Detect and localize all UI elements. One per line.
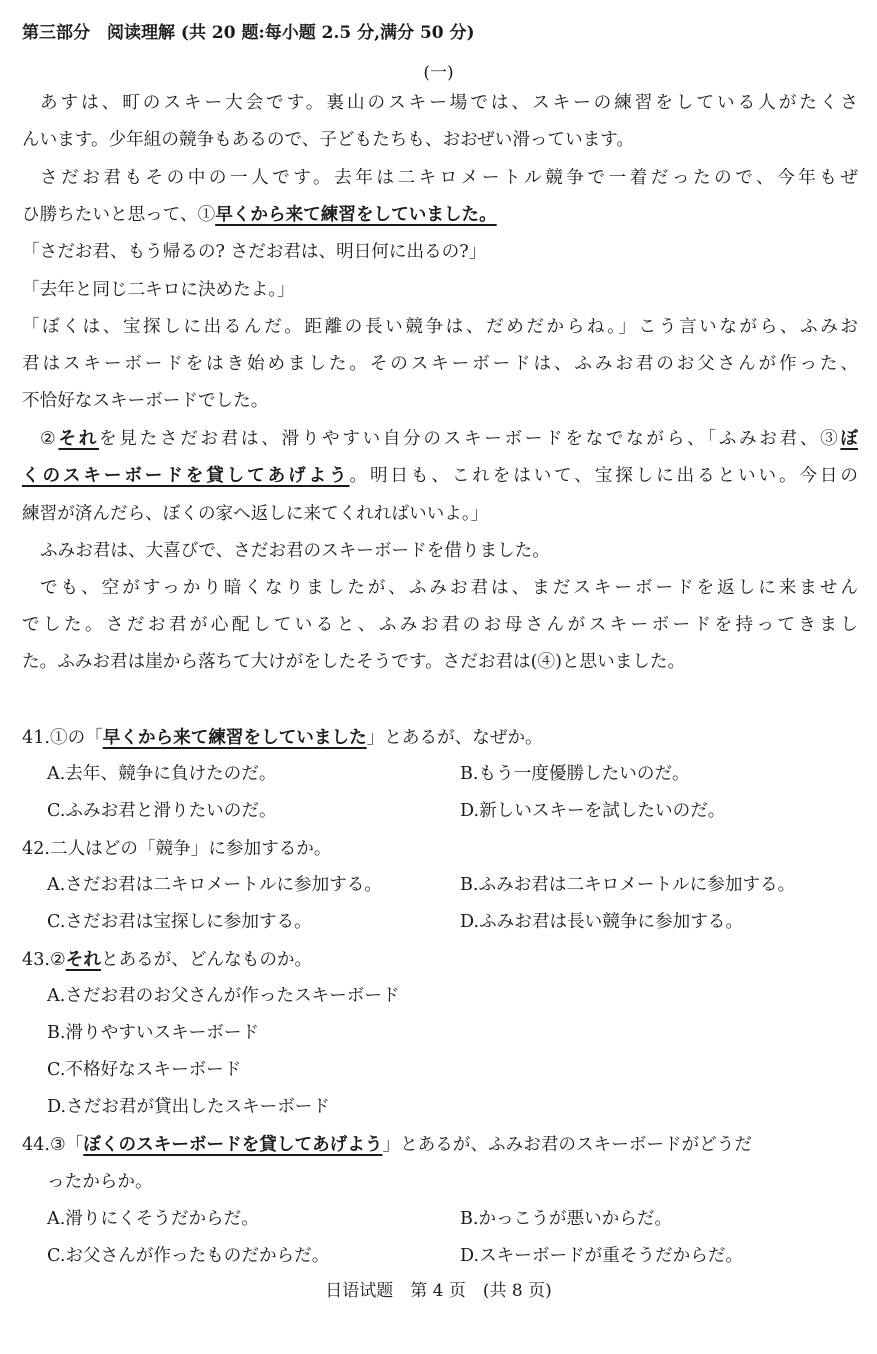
passage-line: 「ぼくは、宝探しに出るんだ。距離の長い競争は、だめだからね。」こう言いながら、ふみお [22,317,858,337]
option-b[interactable]: B.滑りやすいスキーボード [47,1023,260,1043]
passage-text: を見たさだお君は、滑りやすい自分のスキーボードをなでながら、「ふみお君、③ [99,429,841,449]
underlined-phrase-3: くのスキーボードを貸してあげよう [22,465,350,486]
passage-line: ふみお君は、大喜びで、さだお君のスキーボードを借りました。 [40,541,550,561]
option-a[interactable]: A.さだお君は二キロメートルに参加する。 [47,875,382,895]
option-b[interactable]: B.もう一度優勝したいのだ。 [460,764,690,784]
passage-text: ② [40,429,59,449]
question-stem-continued: ったからか。 [47,1172,153,1192]
underlined-phrase-1: 早くから来て練習をしていました。 [215,204,497,225]
question-underlined: ぼくのスキーボードを貸してあげよう [83,1134,383,1155]
question-text: 43.② [22,950,66,970]
option-a[interactable]: A.滑りにくそうだからだ。 [47,1209,259,1229]
option-d[interactable]: D.ふみお君は長い競争に参加する。 [460,912,743,932]
question-text: とあるが、どんなものか。 [100,950,313,970]
question-underlined: それ [65,949,101,970]
option-a[interactable]: A.去年、競争に負けたのだ。 [47,764,277,784]
passage-line: 不恰好なスキーボードでした。 [22,391,269,411]
passage-line [22,204,497,226]
dialogue-line: 「さだお君、もう帰るの? さだお君は、明日何に出るの?」 [22,242,487,262]
option-d[interactable]: D.さだお君が貸出したスキーボード [47,1097,330,1117]
option-a[interactable]: A.さだお君のお父さんが作ったスキーボード [47,986,400,1006]
question-text: 44.③「 [22,1135,84,1155]
option-b[interactable]: B.ふみお君は二キロメートルに参加する。 [460,875,796,895]
passage-line: さだお君もその中の一人です。去年は二キロメートル競争で一着だったので、今年もぜ [40,168,858,188]
option-c[interactable]: C.ふみお君と滑りたいのだ。 [47,801,277,821]
passage-text: ひ勝ちたいと思って、① [22,205,216,225]
option-d[interactable]: D.スキーボードが重そうだからだ。 [460,1246,743,1266]
passage-line: でも、空がすっかり暗くなりましたが、ふみお君は、まだスキーボードを返しに来ません [40,578,858,598]
option-d[interactable]: D.新しいスキーを試したいのだ。 [460,801,726,821]
passage-line [22,465,858,487]
option-b[interactable]: B.かっこうが悪いからだ。 [460,1209,673,1229]
passage-label: (一) [423,63,454,83]
section-title: 第三部分 阅读理解 (共 20 题:每小题 2.5 分,满分 50 分) [22,23,475,43]
passage-line [22,428,858,450]
passage-line: んいます。少年組の競争もあるので、子どもたちも、おおぜい滑っています。 [22,130,635,150]
underlined-phrase-3: ぼ [840,428,858,449]
question-text: 」とあるが、なぜか。 [366,728,543,748]
passage-line: 君はスキーボードをはき始めました。そのスキーボードは、ふみお君のお父さんが作った、 [22,354,858,374]
underlined-phrase-2: それ [58,428,100,449]
dialogue-line: 「去年と同じ二キロに決めたよ。」 [22,280,295,300]
question-underlined: 早くから来て練習をしていました [102,727,367,748]
question-stem [22,727,543,749]
page-footer: 日语试题 第 4 页 (共 8 页) [325,1281,552,1301]
passage-line: でした。さだお君が心配していると、ふみお君のお母さんがスキーボードを持ってきまし [22,615,858,635]
passage-text: 。明日も、これをはいて、宝探しに出るといい。今日の [349,466,858,486]
passage-line: あすは、町のスキー大会です。裏山のスキー場では、スキーの練習をしている人がたくさ [40,93,858,113]
option-c[interactable]: C.さだお君は宝探しに参加する。 [47,912,312,932]
passage-line: た。ふみお君は崖から落ちて大けがをしたそうです。さだお君は(④)と思いました。 [22,652,686,672]
question-text: 」とあるが、ふみお君のスキーボードがどうだ [382,1135,752,1155]
question-stem [22,949,312,971]
option-c[interactable]: C.お父さんが作ったものだからだ。 [47,1246,330,1266]
passage-line: 練習が済んだら、ぼくの家へ返しに来てくれればいいよ。」 [22,504,489,524]
question-stem [22,1134,752,1156]
question-text: 41.①の「 [22,728,103,748]
option-c[interactable]: C.不格好なスキーボード [47,1060,242,1080]
question-stem: 42.二人はどの「競争」に参加するか。 [22,839,332,859]
